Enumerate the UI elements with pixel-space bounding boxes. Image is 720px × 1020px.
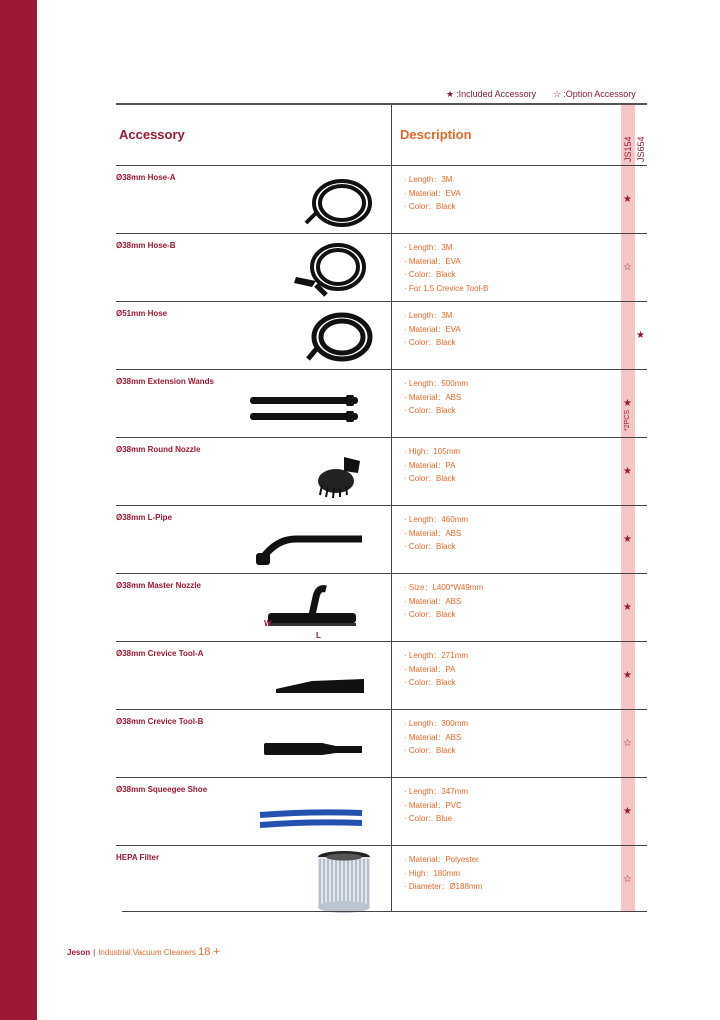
- accessory-name: Ø38mm Crevice Tool-B: [116, 717, 204, 726]
- option-star-icon: ☆: [623, 738, 632, 749]
- header-separator: [116, 165, 647, 166]
- included-star-icon: ★: [623, 534, 632, 545]
- quantity-note: *2PCS: [624, 409, 631, 431]
- crevice-tool-a-image: [274, 675, 366, 702]
- row-separator: [116, 641, 647, 642]
- spec-item: · Color：Black: [404, 270, 456, 280]
- hepa-filter-image: [314, 849, 374, 920]
- accessory-name: Ø38mm Round Nozzle: [116, 445, 201, 454]
- accessory-name: Ø51mm Hose: [116, 309, 168, 318]
- spec-item: · Length：3M: [404, 175, 453, 184]
- width-label: W: [264, 619, 272, 628]
- row-separator: [116, 369, 647, 370]
- footer-title: Industrial Vacuum Cleaners: [98, 948, 196, 957]
- page-footer: [67, 946, 220, 958]
- accessory-name: HEPA Filter: [116, 853, 160, 862]
- extension-wands-image: [248, 393, 360, 432]
- page-number: 18 +: [198, 946, 220, 958]
- spec-item: · Length：460mm: [404, 515, 469, 524]
- spec-item: · Color：Blue: [404, 814, 453, 824]
- row-separator: [116, 301, 647, 302]
- spec-item: · Material：ABS: [404, 392, 462, 402]
- table-row-squeegee-shoe: [116, 777, 647, 845]
- included-star-icon: ★: [623, 602, 632, 613]
- row-separator: [116, 777, 647, 778]
- spec-list: [404, 173, 461, 214]
- included-star-icon: ★: [623, 466, 632, 477]
- row-separator: [116, 437, 647, 438]
- footer-brand: Jeson: [67, 948, 91, 957]
- option-star-icon: ☆: [553, 89, 562, 99]
- included-star-icon: ★: [623, 806, 632, 817]
- spec-list: [404, 513, 468, 554]
- included-star-icon: ★: [623, 670, 632, 681]
- spec-item: · Length：500mm: [404, 379, 469, 388]
- l-pipe-image: [256, 533, 366, 574]
- master-nozzle-image: [264, 583, 360, 640]
- spec-list: [404, 445, 460, 486]
- table-row-crevice-tool-a: [116, 641, 647, 709]
- spec-item: · Material：EVA: [404, 188, 461, 198]
- spec-item: · Length：271mm: [404, 651, 469, 660]
- row-separator: [116, 845, 647, 846]
- spec-item: · Material：PVC: [404, 800, 462, 810]
- length-label: L: [316, 631, 321, 640]
- table-row-hose-b: [116, 233, 647, 301]
- spec-list: [404, 717, 468, 758]
- spec-item: · Material：ABS: [404, 596, 462, 606]
- spec-list: [404, 581, 483, 622]
- table-row-l-pipe: [116, 505, 647, 573]
- description-header: Description: [400, 127, 472, 142]
- spec-item: · Color：Black: [404, 746, 456, 756]
- spec-item: · Color：Black: [404, 202, 456, 212]
- spec-item: · Color：Black: [404, 406, 456, 416]
- spec-item: · Material：PA: [404, 460, 456, 470]
- hose-51mm-image: [300, 305, 378, 372]
- accessory-name: Ø38mm Crevice Tool-A: [116, 649, 204, 658]
- legend-included-label: :Included Accessory: [456, 89, 537, 99]
- spec-item: · Length：347mm: [404, 787, 469, 796]
- spec-list: [404, 853, 482, 894]
- spec-item: · Diameter：Ø188mm: [404, 882, 483, 892]
- accessory-name: Ø38mm Extension Wands: [116, 377, 214, 386]
- spec-list: [404, 785, 468, 826]
- table-bottom-rule: [122, 911, 647, 912]
- model-js154-label: JS154: [623, 136, 633, 162]
- spec-item: · High：105mm: [404, 447, 461, 456]
- hose-b-image: [292, 237, 372, 304]
- sidebar-band: [0, 0, 37, 1020]
- row-separator: [116, 505, 647, 506]
- footer-separator: |: [93, 948, 96, 957]
- spec-item: · Color：Black: [404, 542, 456, 552]
- table-row-round-nozzle: [116, 437, 647, 505]
- accessory-name: Ø38mm Squeegee Shoe: [116, 785, 208, 794]
- table-row-master-nozzle: [116, 573, 647, 641]
- spec-list: [404, 649, 468, 690]
- accessory-name: Ø38mm Hose-A: [116, 173, 176, 182]
- spec-item: · Length：3M: [404, 243, 453, 252]
- spec-item: · Material：EVA: [404, 256, 461, 266]
- spec-item: · Material：ABS: [404, 528, 462, 538]
- option-star-icon: ☆: [623, 262, 632, 273]
- included-star-icon: ★: [636, 330, 645, 341]
- option-star-icon: ☆: [623, 874, 632, 885]
- table-row-hose-a: [116, 165, 647, 233]
- spec-item: · Length：3M: [404, 311, 453, 320]
- spec-item: · Color：Black: [404, 338, 456, 348]
- spec-item: · Material：Polyester: [404, 855, 479, 864]
- spec-item: · Material：ABS: [404, 732, 462, 742]
- squeegee-shoe-image: [256, 807, 366, 836]
- spec-list: [404, 377, 468, 418]
- spec-item: · Material：EVA: [404, 324, 461, 334]
- crevice-tool-b-image: [262, 739, 364, 764]
- included-star-icon: ★: [623, 398, 632, 409]
- spec-item: · Material：PA: [404, 664, 456, 674]
- row-separator: [116, 233, 647, 234]
- table-row-hepa-filter: [116, 845, 647, 913]
- accessory-name: Ø38mm L-Pipe: [116, 513, 173, 522]
- row-separator: [116, 709, 647, 710]
- included-star-icon: ★: [623, 194, 632, 205]
- accessory-name: Ø38mm Hose-B: [116, 241, 176, 250]
- round-nozzle-image: [314, 455, 364, 504]
- spec-item: · Length：300mm: [404, 719, 469, 728]
- hose-a-image: [300, 171, 378, 238]
- spec-item: · Color：Black: [404, 474, 456, 484]
- spec-item: · High：180mm: [404, 868, 461, 878]
- accessory-name: Ø38mm Master Nozzle: [116, 581, 201, 590]
- spec-item: · Size：L400*W49mm: [404, 583, 484, 592]
- legend-option-label: :Option Accessory: [563, 89, 636, 99]
- spec-item: · Color：Black: [404, 678, 456, 688]
- table-row-hose-51mm: [116, 301, 647, 369]
- table-row-extension-wands: [116, 369, 647, 437]
- spec-item: · For 1.5 Crevice Tool-B: [404, 283, 489, 293]
- accessory-header: Accessory: [119, 127, 185, 142]
- spec-list: [404, 309, 461, 350]
- legend: [446, 89, 636, 100]
- row-separator: [116, 573, 647, 574]
- table-row-crevice-tool-b: [116, 709, 647, 777]
- spec-list: [404, 241, 488, 295]
- spec-item: · Color：Black: [404, 610, 456, 620]
- model-js654-label: JS654: [636, 136, 646, 162]
- table-top-rule: [116, 103, 647, 105]
- included-star-icon: ★: [446, 89, 455, 99]
